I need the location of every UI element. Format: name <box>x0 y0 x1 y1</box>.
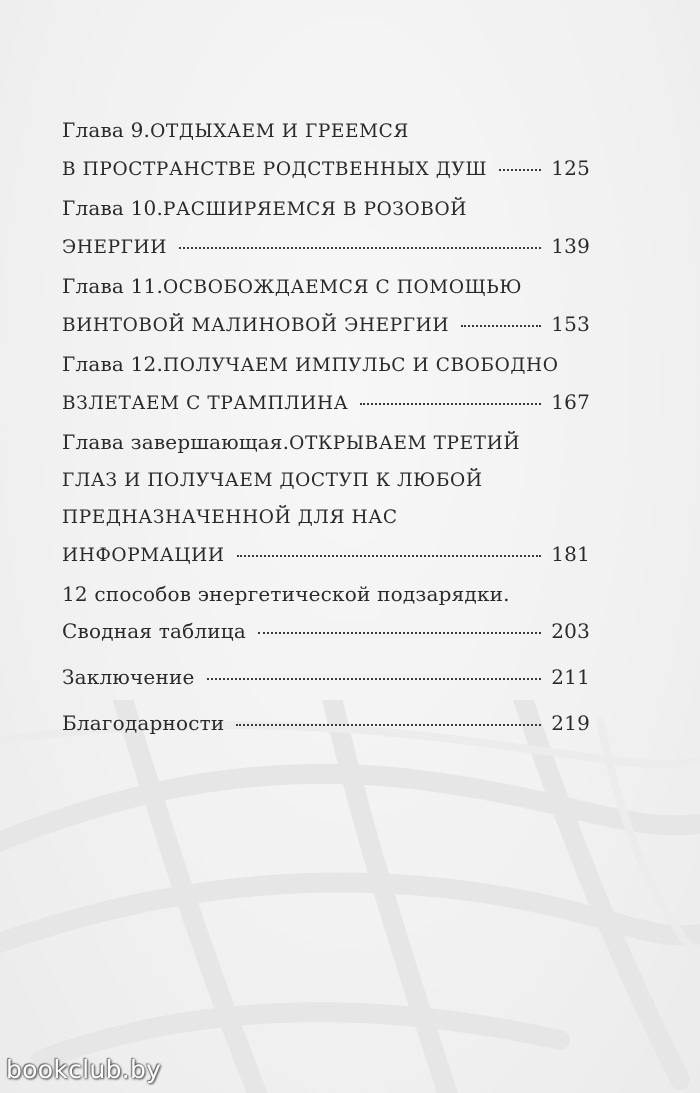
site-watermark: bookclub.by <box>6 1055 162 1084</box>
toc-line <box>62 112 590 150</box>
page-number: 203 <box>551 619 590 643</box>
toc-line <box>62 424 590 462</box>
toc-entry-chapter-9 <box>62 112 590 188</box>
chapter-title: ГЛАЗ И ПОЛУЧАЕМ ДОСТУП К ЛЮБОЙ <box>62 470 483 491</box>
dot-leader <box>207 676 542 680</box>
dot-leader <box>499 167 541 171</box>
toc-entry-summary-table <box>62 576 590 650</box>
toc-entry-final-chapter <box>62 424 590 574</box>
toc-line <box>62 346 590 384</box>
dot-leader <box>179 245 541 249</box>
dot-leader <box>360 401 541 405</box>
chapter-title: РАСШИРЯЕМСЯ В РОЗОВОЙ <box>163 199 467 220</box>
chapter-title: В ПРОСТРАНСТВЕ РОДСТВЕННЫХ ДУШ <box>62 159 488 180</box>
page-number: 153 <box>551 312 590 336</box>
toc-line <box>62 462 590 499</box>
toc-entry-conclusion <box>62 659 590 696</box>
chapter-label: Глава завершающая. <box>62 430 290 454</box>
toc-line <box>62 705 590 742</box>
page-number: 211 <box>551 665 590 689</box>
background-pattern-decoration <box>0 700 700 1093</box>
chapter-title: ОТКРЫВАЕМ ТРЕТИЙ <box>289 433 521 454</box>
toc-entry-chapter-11 <box>62 268 590 344</box>
toc-line <box>62 268 590 306</box>
page-number: 139 <box>551 234 590 258</box>
chapter-label: Глава 11. <box>62 274 164 298</box>
dot-leader <box>237 553 542 557</box>
chapter-title: ПОЛУЧАЕМ ИМПУЛЬС И СВОБОДНО <box>163 355 559 376</box>
entry-title: Заключение <box>62 665 195 689</box>
toc-line <box>62 536 590 574</box>
chapter-title: ВЗЛЕТАЕМ С ТРАМПЛИНА <box>62 393 349 414</box>
toc-line <box>62 190 590 228</box>
page-number: 219 <box>551 711 590 735</box>
toc-line <box>62 306 590 344</box>
entry-title: Сводная таблица <box>62 619 246 643</box>
toc-entry-chapter-12 <box>62 346 590 422</box>
chapter-title: ВИНТОВОЙ МАЛИНОВОЙ ЭНЕРГИИ <box>62 315 450 336</box>
chapter-label: Глава 9. <box>62 118 151 142</box>
chapter-title: ОСВОБОЖДАЕМСЯ С ПОМОЩЬЮ <box>163 277 523 298</box>
chapter-title: ИНФОРМАЦИИ <box>62 545 225 566</box>
chapter-title: ЭНЕРГИИ <box>62 237 167 258</box>
toc-entry-chapter-10 <box>62 190 590 266</box>
toc-line <box>62 499 590 536</box>
chapter-title: ОТДЫХАЕМ И ГРЕЕМСЯ <box>150 121 409 142</box>
dot-leader <box>461 323 541 327</box>
toc-line <box>62 228 590 266</box>
dot-leader <box>258 630 541 634</box>
chapter-title: ПРЕДНАЗНАЧЕННОЙ ДЛЯ НАС <box>62 507 398 528</box>
table-of-contents <box>62 112 590 742</box>
toc-line <box>62 150 590 188</box>
entry-title: 12 способов энергетической подзарядки. <box>62 582 510 606</box>
dot-leader <box>236 722 541 726</box>
toc-line <box>62 613 590 650</box>
page-number: 181 <box>551 542 590 566</box>
entry-title: Благодарности <box>62 711 225 735</box>
page-number: 125 <box>551 156 590 180</box>
chapter-label: Глава 10. <box>62 196 164 220</box>
toc-entry-acknowledgements <box>62 705 590 742</box>
toc-line <box>62 659 590 696</box>
toc-line <box>62 384 590 422</box>
chapter-label: Глава 12. <box>62 352 164 376</box>
toc-line <box>62 576 590 613</box>
page-number: 167 <box>551 390 590 414</box>
